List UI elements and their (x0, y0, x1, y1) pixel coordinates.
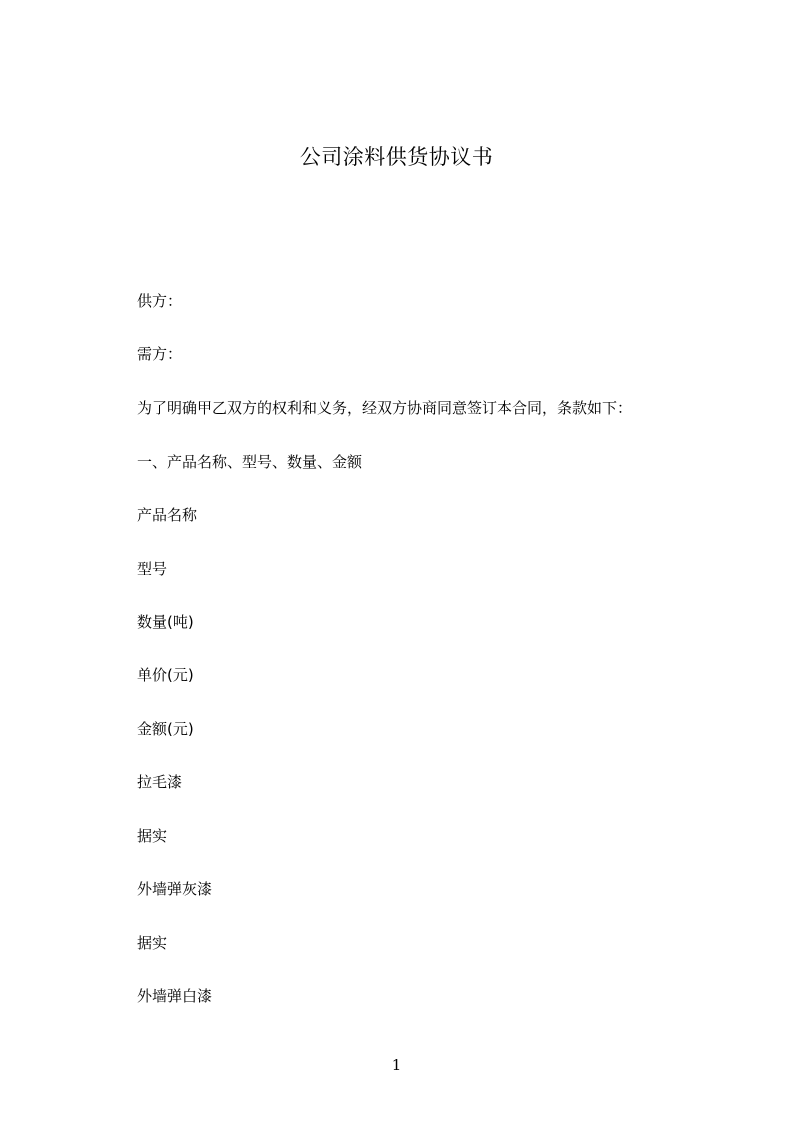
product-model-value: 据实 (137, 934, 168, 952)
supplier-label: 供方： (137, 292, 183, 310)
intro-paragraph: 为了明确甲乙双方的权利和义务，经双方协商同意签订本合同，条款如下： (137, 399, 633, 417)
document-title: 公司涂料供货协议书 (299, 145, 494, 169)
page-number: 1 (391, 1056, 402, 1074)
product-item: 外墙弹灰漆 (137, 880, 213, 898)
field-unit-price: 单价(元) (137, 666, 194, 684)
product-item: 拉毛漆 (137, 773, 183, 791)
field-product-name: 产品名称 (137, 506, 198, 524)
product-item: 外墙弹白漆 (137, 987, 213, 1005)
field-amount: 金额(元) (137, 720, 194, 738)
field-model: 型号 (137, 560, 168, 578)
buyer-label: 需方： (137, 345, 183, 363)
product-model-value: 据实 (137, 827, 168, 845)
field-quantity: 数量(吨) (137, 613, 194, 631)
section-heading-1: 一、产品名称、型号、数量、金额 (137, 453, 363, 471)
